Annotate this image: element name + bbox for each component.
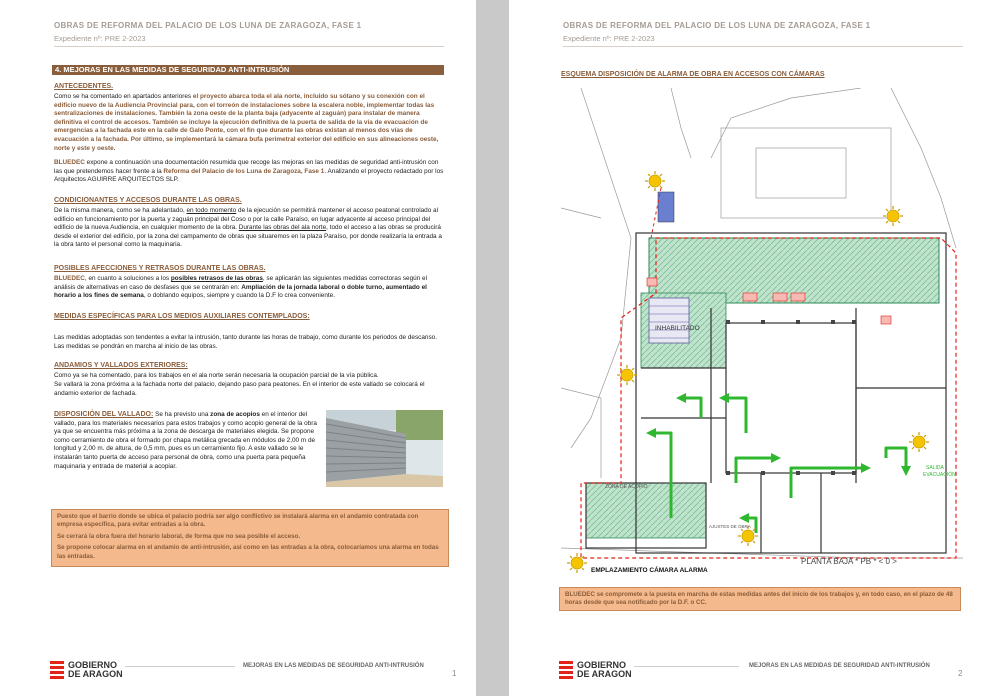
andamios-paragraph-1: Como ya se ha comentado, para los trabajos en el ala norte serán necesaria la ocupación parcial de la vía pública.: [54, 372, 379, 379]
zona-label: ZONA DE ACOPIO: [605, 484, 648, 490]
section-title-bar: 4. MEJORAS EN LAS MEDIDAS DE SEGURIDAD ANTI-INTRUSIÓN: [52, 65, 444, 75]
andamios-heading: ANDAMIOS Y VALLADOS EXTERIORES:: [54, 362, 188, 369]
document-page-1: [0, 0, 476, 696]
blue-room: [658, 192, 674, 222]
condicionantes-underline-2: Durante las obras del ala norte: [238, 224, 327, 232]
afecciones-paragraph: [54, 275, 444, 301]
fence-photo: [326, 410, 443, 487]
camera-sun-icon: [883, 206, 903, 226]
note-line-1: Puesto que el barrio donde se ubica el palacio podría ser algo conflictivo se instalará alarma en el andamio contratada con empresa específica, para evitar entradas a la obra.: [57, 513, 419, 529]
camera-sun-icon: [645, 171, 665, 191]
condicionantes-text-c: de la ejecución se permitirá mantener el acceso peatonal controlado al edificio en funcionamiento por la puerta y zaguán principal del Coso o por la calle Paraíso, en lugar adyacente al acceso principal del edificio de la nueva Audiencia, en cualquier momento de la obra.: [54, 207, 439, 232]
antecedentes-heading: ANTECEDENTES.: [54, 83, 114, 90]
antecedentes-paragraph-2: [54, 159, 444, 185]
header-divider-2: [563, 46, 963, 47]
antecedentes-text: Como se ha comentado en apartados anteriores: [54, 93, 193, 100]
company-name: BLUEDEC: [54, 159, 85, 166]
antecedentes-emphasis: el proyecto abarca toda el ala norte, incluido su sótano y su conexión con el edificio nuevo de la Audiencia Provincial para, con el torreón de instalaciones sobre la escalera noble, implementar todas las sentralizaciones de instalaciones. También la zona oeste de la planta baja (adyacente al zaguán) para instalar de manera definitiva el control de accesos. También se incluye la ejecución definitiva de la puerta de salida de la vía de evacuación de emergencias a la fachada este en la calle de Galo Ponte, con el fin que durante las obras existan al menos dos vías de evacuación a la fachada. Por último, se implementará la cámara bufa perimetral exterior del edificio en sus alineaciones oeste, norte y este y oeste.: [54, 93, 439, 152]
vallado-paragraph: [54, 411, 324, 471]
vallado-text-c: en el interior del vallado, para los materiales necesarios para estos trabajos y como acopio general de la obra ya que se encuentra más próxima a la zona de descarga de materiales elegida. Se propone como cerramiento de obra el formado por chapa metálica grecada en módulos de 2,00 m de longitud y 2,00 m. de altura, de 0,5 mm, pues es un cerramiento fijo. A este vallado se le instalarán tanto puerta de acceso para personal de obra, como una puerta para pequeña maquinaria y entrada de material a acopiar.: [54, 411, 317, 470]
antecedentes-text-2: expone a continuación una documentación resumida que recoge las mejoras en las medidas de seguridad anti-intrusión con las que pretendemos hacer frente a la: [54, 159, 439, 175]
project-name: Reforma del Palacio de los Luna de Zaragoza, Fase 1: [163, 167, 325, 175]
logo-text-2: [577, 661, 632, 679]
footer-divider-2: [634, 666, 739, 667]
header-expediente-2: Expediente nº: PRE 2-2023: [563, 34, 655, 43]
page-number: 1: [452, 669, 457, 678]
aragon-flag-icon: [50, 661, 64, 679]
note-line-2: Se cerrará la obra fuera del horario laboral, de forma que no sea posible el acceso.: [57, 532, 301, 540]
header-title-2: OBRAS DE REFORMA DEL PALACIO DE LOS LUNA DE ZARAGOZA, FASE 1: [563, 21, 871, 30]
antecedentes-text-3: . Analizando el proyecto redactado por los Arquitectos AGUIRRE ARQUITECTOS SLP.: [54, 167, 444, 184]
condicionantes-heading: CONDICIONANTES Y ACCESOS DURANTE LAS OBRAS.: [54, 197, 242, 204]
header-expediente: Expediente nº: PRE 2-2023: [54, 34, 146, 43]
afecciones-text-b: , en cuanto a soluciones a los: [84, 275, 171, 282]
salida-label: SALIDA: [926, 465, 944, 471]
logo-line-1: GOBIERNO: [68, 660, 118, 670]
floor-plan: [561, 88, 963, 585]
note-line-3: Se propone colocar alarma en el andamio de anti-intrusión, así como en las entradas a la obra, colocaríamos una alarma en todas las entradas.: [57, 544, 439, 560]
logo-line-2: DE ARAGON: [68, 669, 123, 679]
medios-heading: MEDIDAS ESPECÍFICAS PARA LOS MEDIOS AUXILIARES CONTEMPLADOS:: [54, 313, 310, 320]
medios-paragraph: Las medidas adoptadas son tendentes a evitar la intrusión, tanto durante las horas de trabajo, como durante los periodos de descanso. Las medidas se pondrán en marcha al inicio de las obras.: [54, 334, 437, 350]
logo-text: [68, 661, 123, 679]
company-name-2: BLUEDEC: [54, 275, 85, 282]
camera-legend-sun-icon: [567, 553, 587, 573]
footer-text-2: MEJORAS EN LAS MEDIDAS DE SEGURIDAD ANTI-INTRUSIÓN: [749, 663, 930, 669]
alarm-scheme-heading: ESQUEMA DISPOSICIÓN DE ALARMA DE OBRA EN ACCESOS CON CÁMARAS: [561, 71, 825, 78]
alarm-measures-note: [51, 509, 449, 567]
page-number-2: 2: [958, 669, 963, 678]
gobierno-aragon-logo: [50, 661, 123, 679]
commitment-note: BLUEDEC se compromete a la puesta en marcha de estas medidas antes del inicio de los trabajos y, en todo caso, en el plazo de 48 horas desde que sea notificado por la D.F. o CC.: [559, 587, 961, 611]
andamios-paragraph-2: Se vallará la zona próxima a la fachada norte del palacio, dejando paso para peatones. En el interior de este vallado se colocará el andamio exterior de fachada.: [54, 381, 425, 397]
condicionantes-text-e: , todo el acceso a las obras se producirá desde el exterior del edificio, por la zona del campamento de obras que situaremos en la plaza Paraíso, por donde realizaría la entrada a la obra tanto el personal como la maquinaria.: [54, 224, 442, 249]
south-west-area: [586, 483, 706, 538]
logo-line-1: GOBIERNO: [577, 660, 627, 670]
condicionantes-paragraph: [54, 207, 444, 250]
header-title: OBRAS DE REFORMA DEL PALACIO DE LOS LUNA DE ZARAGOZA, FASE 1: [54, 21, 362, 30]
camera-legend-label: EMPLAZAMIENTO CÁMARA ALARMA: [591, 567, 708, 574]
vallado-text-a: Se ha previsto una: [153, 411, 211, 418]
condicionantes-underline-1: en todo momento: [186, 207, 237, 214]
afecciones-underline: posibles retrasos de las obras: [170, 275, 263, 282]
condicionantes-text-a: De la misma manera, como se ha adelantado,: [54, 207, 187, 214]
footer-text: MEJORAS EN LAS MEDIDAS DE SEGURIDAD ANTI-INTRUSIÓN: [243, 663, 424, 669]
planta-label: PLANTA BAJA * PB * < 0 >: [801, 557, 897, 566]
vallado-bold: zona de acopios: [210, 411, 260, 418]
header-divider: [54, 46, 444, 47]
aragon-flag-icon: [559, 661, 573, 679]
footer-divider: [125, 666, 235, 667]
camera-sun-icon: [738, 526, 758, 546]
vallado-heading: DISPOSICIÓN DEL VALLADO:: [54, 411, 154, 418]
afecciones-text-d: , se aplicarán las siguientes medidas correctoras según el análisis de alternativas en caso de desfases que se centrarán en:: [54, 275, 427, 291]
ajustes-label: AJUSTES DE OBRA: [709, 524, 751, 529]
inhabilitado-label: INHABILITADO: [655, 325, 700, 332]
afecciones-bold: Ampliación de la jornada laboral o doble turno, aumentado el horario a los fines de semana: [54, 283, 427, 300]
camera-sun-icon: [909, 432, 929, 452]
evacuacion-label: EVACUACIÓN: [923, 472, 956, 478]
antecedentes-paragraph-1: [54, 93, 444, 153]
document-page-2: [509, 0, 987, 696]
camera-sun-icon: [617, 365, 637, 385]
gobierno-aragon-logo-2: [559, 661, 632, 679]
afecciones-heading: POSIBLES AFECCIONES Y RETRASOS DURANTE LAS OBRAS.: [54, 265, 266, 272]
logo-line-2: DE ARAGON: [577, 669, 632, 679]
afecciones-text-f: , o doblando equipos, siempre y cuando la D.F lo crea conveniente.: [143, 292, 335, 300]
